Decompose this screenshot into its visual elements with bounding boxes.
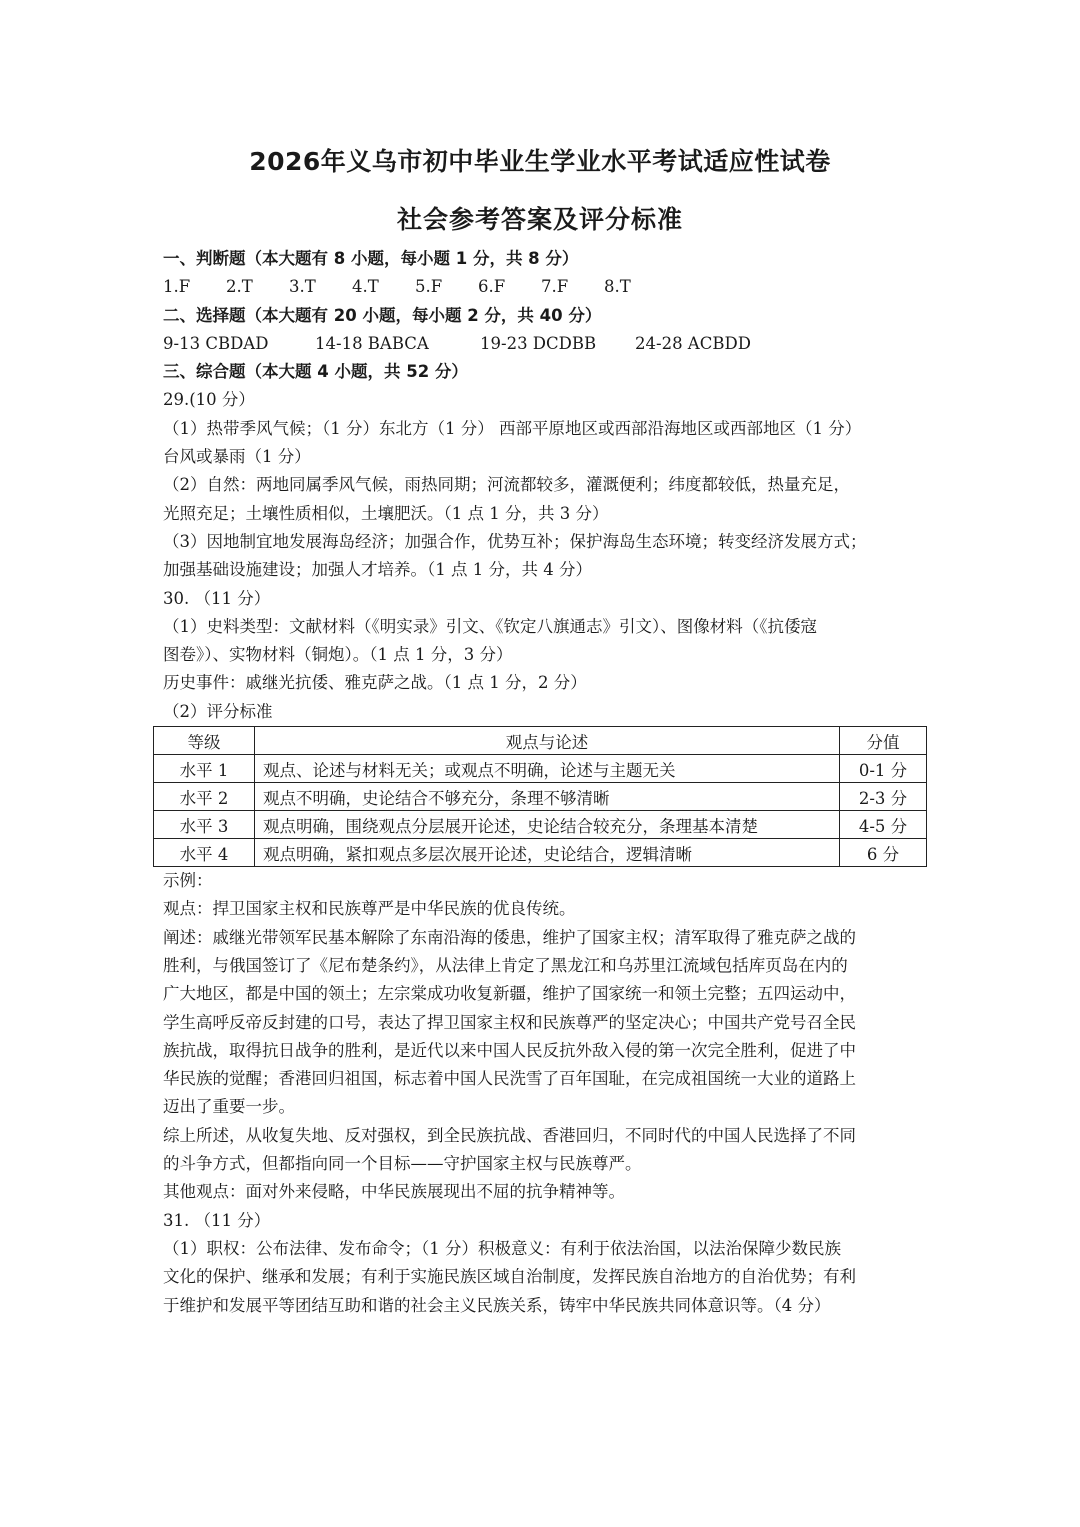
table-header-cell: 等级 [154, 727, 255, 755]
scoring-table [153, 726, 927, 867]
table-row [154, 755, 927, 783]
q31-line: 于维护和发展平等团结互助和谐的社会主义民族关系，铸牢中华民族共同体意识等。（4 分） [163, 1295, 831, 1315]
answer-item: 7.F [541, 277, 569, 297]
q29-line: 台风或暴雨（1 分） [163, 447, 311, 467]
table-header-cell: 观点与论述 [255, 727, 840, 755]
answer-item: 1.F [163, 277, 191, 297]
document-subtitle: 社会参考答案及评分标准 [396, 205, 683, 234]
table-cell: 观点明确，围绕观点分层展开论述，史论结合较充分，条理基本清楚 [255, 811, 840, 839]
table-row [154, 839, 927, 867]
q29-line: （3）因地制宜地发展海岛经济；加强合作，优势互补；保护海岛生态环境；转变经济发展方式； [163, 531, 867, 551]
answer-group: 14-18 BABCA [315, 333, 429, 353]
example-line: 阐述：戚继光带领军民基本解除了东南沿海的倭患，维护了国家主权；清军取得了雅克萨之战的 [163, 927, 856, 947]
example-line: 胜利，与俄国签订了《尼布楚条约》，从法律上肯定了黑龙江和乌苏里江流域包括库页岛在内的 [163, 955, 848, 975]
section3-heading: 三、综合题（本大题 4 小题，共 52 分） [163, 362, 468, 382]
q29-line: （2）自然：两地同属季风气候，雨热同期；河流都较多，灌溉便利；纬度都较低，热量充足， [163, 475, 850, 495]
table-cell: 水平 2 [154, 783, 255, 811]
section1-answers [163, 273, 923, 301]
document-body [163, 245, 923, 1320]
table-cell: 6 分 [840, 839, 927, 867]
answer-group: 24-28 ACBDD [635, 333, 751, 353]
example-line: 迈出了重要一步。 [163, 1097, 295, 1117]
table-cell: 0-1 分 [840, 755, 927, 783]
answer-item: 5.F [415, 277, 443, 297]
table-cell: 水平 4 [154, 839, 255, 867]
table-cell: 水平 3 [154, 811, 255, 839]
example-line: 综上所述，从收复失地、反对强权，到全民族抗战、香港回归，不同时代的中国人民选择了不同 [163, 1125, 856, 1145]
q29-line: 加强基础设施建设；加强人才培养。（1 点 1 分，共 4 分） [163, 560, 592, 580]
section2-answers [163, 330, 923, 358]
answer-item: 3.T [289, 277, 316, 297]
q29-line: 光照充足；土壤性质相似，土壤肥沃。（1 点 1 分，共 3 分） [163, 503, 609, 523]
q31-line: 文化的保护、继承和发展；有利于实施民族区域自治制度，发挥民族自治地方的自治优势；有利 [163, 1267, 856, 1287]
table-row [154, 783, 927, 811]
example-line: 观点：捍卫国家主权和民族尊严是中华民族的优良传统。 [163, 899, 576, 919]
q29-line: （1）热带季风气候；（1 分）东北方（1 分） 西部平原地区或西部沿海地区或西部地区（1 分） [163, 418, 862, 438]
q30-label: 30. （11 分） [163, 588, 271, 608]
table-cell: 水平 1 [154, 755, 255, 783]
table-cell: 2-3 分 [840, 783, 927, 811]
document-title: 2026年义乌市初中毕业生学业水平考试适应性试卷 [249, 147, 831, 176]
q30-line: 图卷》）、实物材料（铜炮）。（1 点 1 分，3 分） [163, 645, 513, 665]
example-line: 示例： [163, 871, 213, 891]
section1-heading: 一、判断题（本大题有 8 小题，每小题 1 分，共 8 分） [163, 249, 579, 268]
table-cell: 观点明确，紧扣观点多层次展开论述，史论结合，逻辑清晰 [255, 839, 840, 867]
example-line: 华民族的觉醒；香港回归祖国，标志着中国人民洗雪了百年国耻，在完成祖国统一大业的道路上 [163, 1069, 856, 1089]
example-line: 的斗争方式，但都指向同一个目标——守护国家主权与民族尊严。 [163, 1154, 642, 1174]
answer-item: 4.T [352, 277, 379, 297]
table-cell: 观点不明确，史论结合不够充分，条理不够清晰 [255, 783, 840, 811]
q30-line: （2）评分标准 [163, 701, 273, 721]
q29-label: 29.(10 分） [163, 390, 255, 410]
table-cell: 观点、论述与材料无关；或观点不明确，论述与主题无关 [255, 755, 840, 783]
section2-heading: 二、选择题（本大题有 20 小题，每小题 2 分，共 40 分） [163, 305, 602, 325]
q30-line: （1）史料类型：文献材料（《明实录》引文、《钦定八旗通志》引文）、图像材料（《抗倭寇 [163, 616, 817, 636]
example-line: 学生高呼反帝反封建的口号，表达了捍卫国家主权和民族尊严的坚定决心；中国共产党号召全民 [163, 1012, 856, 1032]
q31-label: 31. （11 分） [163, 1210, 271, 1230]
example-line: 其他观点：面对外来侵略，中华民族展现出不屈的抗争精神等。 [163, 1182, 625, 1202]
answer-group: 19-23 DCDBB [480, 333, 597, 353]
answer-item: 2.T [226, 277, 253, 297]
answer-group: 9-13 CBDAD [163, 333, 269, 353]
table-cell: 4-5 分 [840, 811, 927, 839]
table-header-cell: 分值 [840, 727, 927, 755]
table-row [154, 811, 927, 839]
q30-line: 历史事件：戚继光抗倭、雅克萨之战。（1 点 1 分，2 分） [163, 673, 587, 693]
answer-item: 8.T [604, 277, 631, 297]
example-line: 广大地区，都是中国的领土；左宗棠成功收复新疆，维护了国家统一和领土完整；五四运动中， [163, 984, 856, 1004]
answer-item: 6.F [478, 277, 506, 297]
q31-line: （1）职权：公布法律、发布命令；（1 分）积极意义：有利于依法治国，以法治保障少数民族 [163, 1238, 841, 1258]
example-line: 族抗战，取得抗日战争的胜利，是近代以来中国人民反抗外敌入侵的第一次完全胜利，促进了中 [163, 1040, 856, 1060]
table-header-row [154, 727, 927, 755]
